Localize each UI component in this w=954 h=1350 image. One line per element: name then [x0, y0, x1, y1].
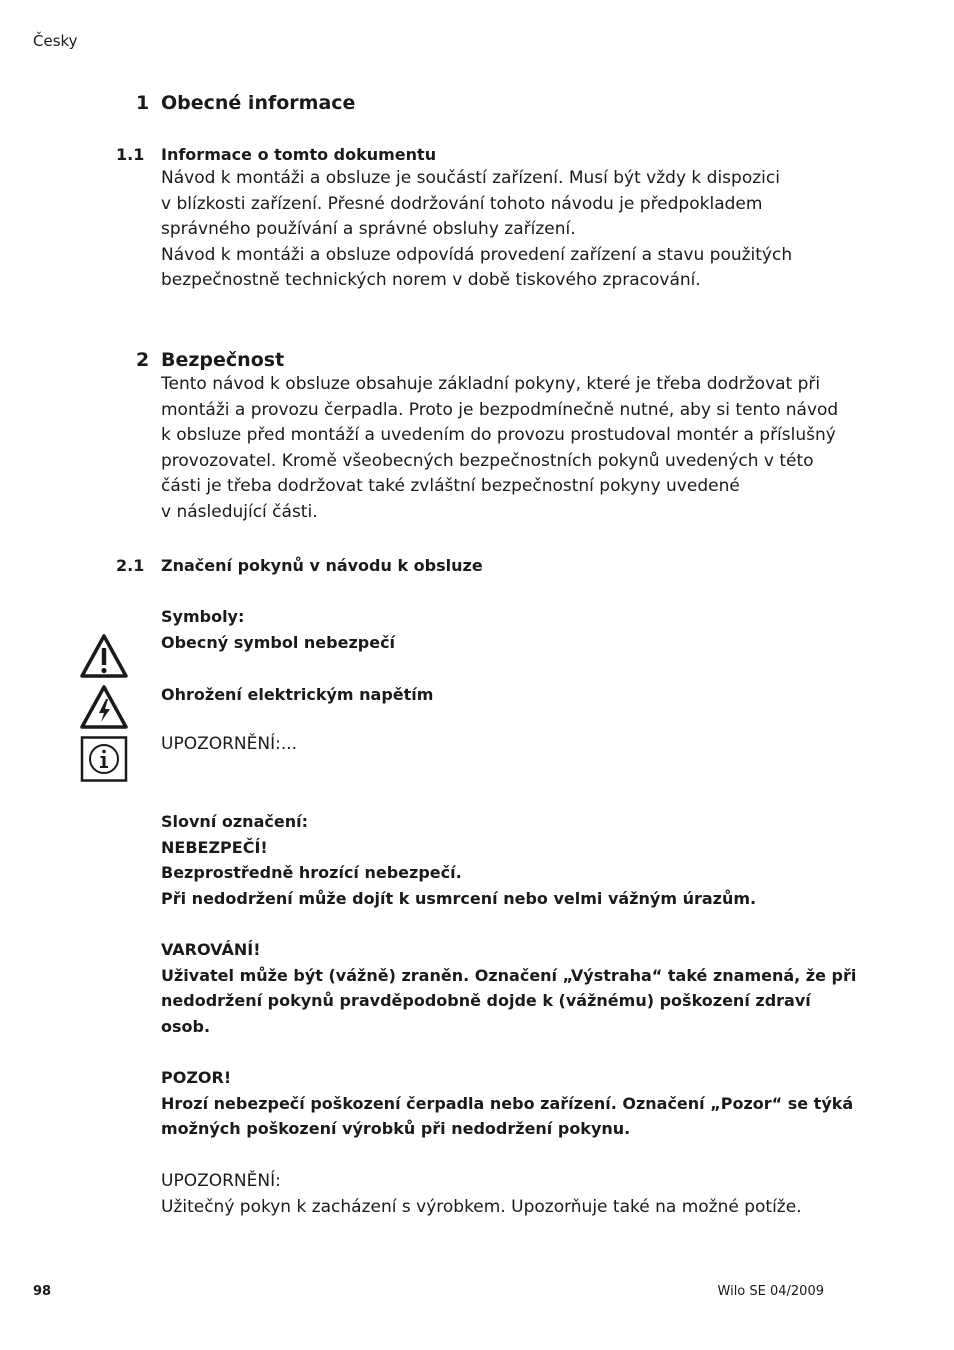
- body-line: správného používání a správné obsluhy zařízení.: [161, 219, 576, 240]
- warning-line: Uživatel může být (vážně) zraněn. Označení „Výstraha“ také znamená, že při: [161, 965, 857, 985]
- section-2-number: 2: [136, 349, 150, 371]
- danger-line: Při nedodržení může dojít k usmrcení nebo velmi vážným úrazům.: [161, 888, 757, 908]
- body-line: Návod k montáži a obsluze odpovídá provedení zařízení a stavu použitých: [161, 244, 793, 265]
- section-1-1-title: Informace o tomto dokumentu: [161, 145, 437, 164]
- section-1-title: Obecné informace: [161, 92, 356, 114]
- body-line: v blízkosti zařízení. Přesné dodržování tohoto návodu je předpokladem: [161, 193, 763, 214]
- body-line: k obsluze před montáží a uvedením do provozu prostudoval montér a příslušný: [161, 425, 836, 446]
- note-block: [161, 1169, 831, 1220]
- section-2-body: [161, 372, 839, 526]
- note-symbol-label: UPOZORNĚNÍ:...: [161, 734, 298, 754]
- section-1-1-body: [161, 166, 831, 294]
- note-line: Užitečný pokyn k zacházení s výrobkem. Upozorňuje také na možné potíže.: [161, 1196, 802, 1217]
- danger-line: Bezprostředně hrozící nebezpečí.: [161, 863, 462, 883]
- electric-hazard-icon: [80, 684, 128, 734]
- section-1-1-number: 1.1: [116, 145, 145, 164]
- body-line: Tento návod k obsluze obsahuje základní pokyny, které je třeba dodržovat při: [161, 374, 821, 394]
- page-number: 98: [33, 1284, 52, 1299]
- section-1-number: 1: [136, 92, 150, 114]
- body-line: Návod k montáži a obsluze je součástí zařízení. Musí být vždy k dispozici: [161, 168, 780, 188]
- danger-title: NEBEZPEČÍ!: [161, 837, 268, 857]
- publisher-label: Wilo SE 04/2009: [717, 1284, 824, 1299]
- caution-title: POZOR!: [161, 1067, 232, 1087]
- note-title: UPOZORNĚNÍ:: [161, 1171, 281, 1191]
- caution-line: Hrozí nebezpečí poškození čerpadla nebo zařízení. Označení „Pozor“ se týká: [161, 1093, 854, 1113]
- language-label: Česky: [33, 32, 78, 50]
- signal-words-block: [161, 809, 857, 1142]
- spacer: [161, 1039, 831, 1065]
- electric-hazard-label: Ohrožení elektrickým napětím: [161, 685, 434, 704]
- section-2-1-number: 2.1: [116, 556, 145, 575]
- body-line: montáži a provozu čerpadla. Proto je bezpodmínečně nutné, aby si tento návod: [161, 399, 839, 420]
- section-2-1-title: Značení pokynů v návodu k obsluze: [161, 556, 483, 575]
- signal-words-heading: Slovní označení:: [161, 812, 308, 831]
- body-line: bezpečnostně technických norem v době tiskového zpracování.: [161, 270, 701, 291]
- caution-line: možných poškození výrobků při nedodržení pokynu.: [161, 1119, 631, 1139]
- warning-line: osob.: [161, 1016, 211, 1036]
- warning-triangle-icon: [80, 633, 128, 683]
- warning-title: VAROVÁNÍ!: [161, 939, 261, 959]
- section-2-title: Bezpečnost: [161, 349, 285, 371]
- body-line: provozovatel. Kromě všeobecných bezpečnostních pokynů uvedených v této: [161, 450, 814, 471]
- body-line: v následující části.: [161, 501, 318, 522]
- spacer: [161, 911, 831, 937]
- warning-line: nedodržení pokynů pravděpodobně dojde k (vážnému) poškození zdraví: [161, 991, 811, 1011]
- symbols-heading: Symboly:: [161, 607, 245, 626]
- info-icon: [80, 736, 128, 786]
- general-danger-label: Obecný symbol nebezpečí: [161, 633, 396, 652]
- body-line: části je třeba dodržovat také zvláštní bezpečnostní pokyny uvedené: [161, 476, 740, 497]
